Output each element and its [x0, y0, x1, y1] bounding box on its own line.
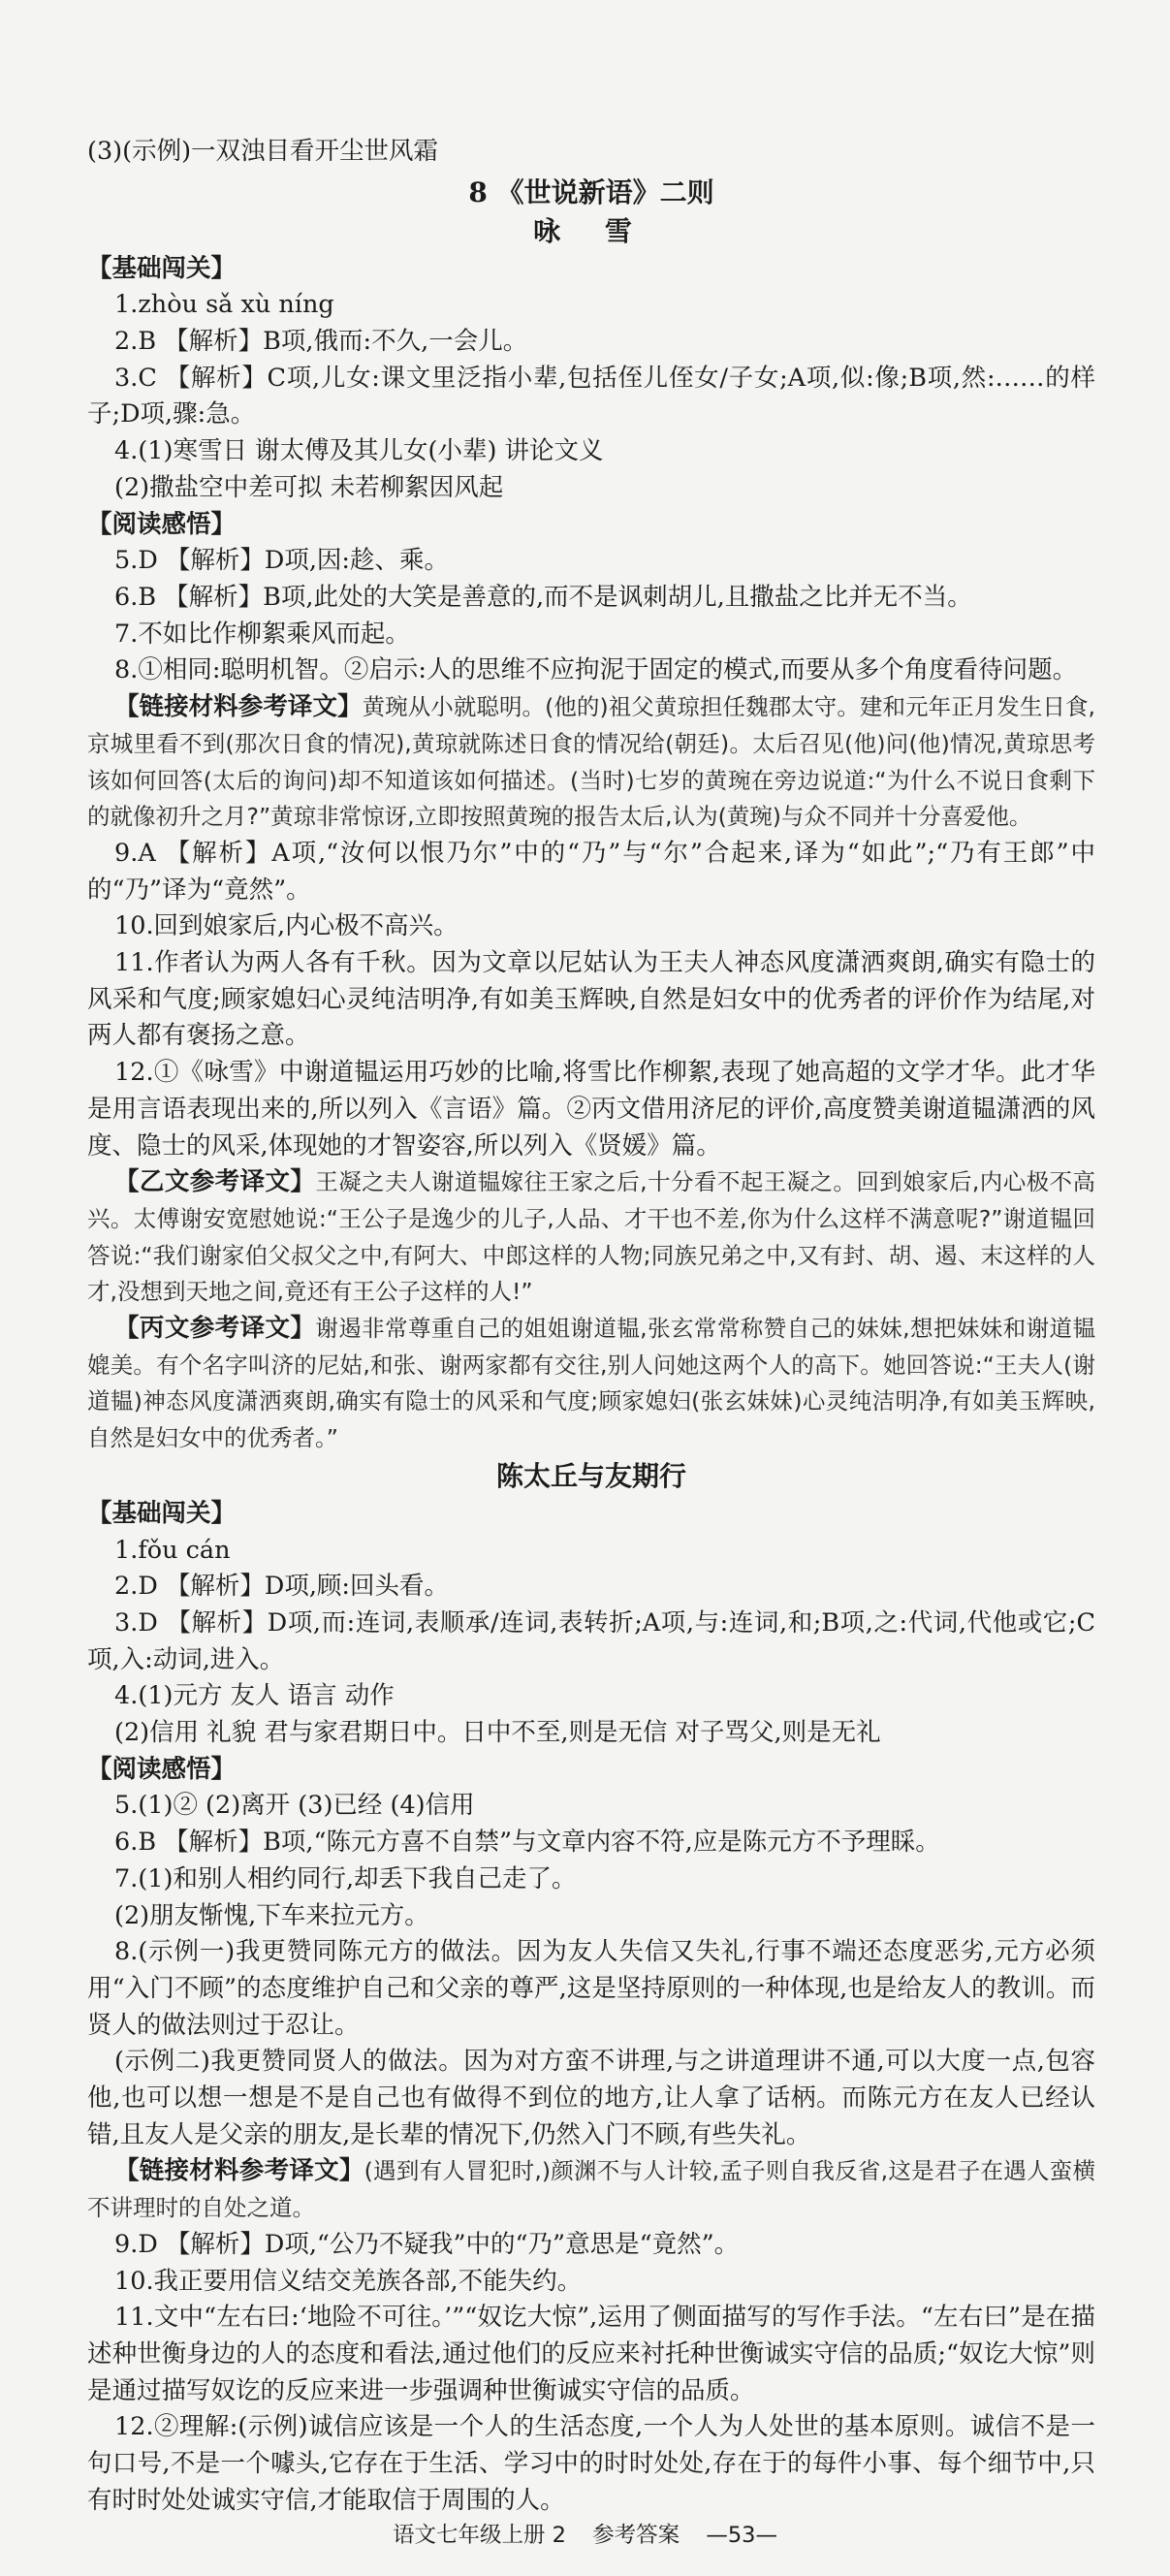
answer-item: (2)信用 礼貌 君与家君期日中。日中不至,则是无信 对子骂父,则是无礼 — [114, 1718, 881, 1748]
page-number: —53— — [706, 2523, 777, 2548]
answer-page — [87, 134, 1095, 2520]
top-item: (3)(示例)一双浊目看开尘世风霜 — [87, 137, 439, 166]
link-translation — [87, 689, 1095, 836]
answer-item: 7.(1)和别人相约同行,却丢下我自己走了。 — [114, 1863, 577, 1893]
link-text: 黄琬从小就聪明。(他的)祖父黄琼担任魏郡太守。建和元年正月发生日食,京城里看不到(那次日食的情况),黄琼就陈述日食的情况给(朝廷)。太后召见(他)问(他)情况,黄琼思考该如何回答(太后的询问)却不知道该如何描述。(当时)七岁的黄琬在旁边说道:“为什么不说日食剩下的就像初升之月?”黄琼非常惊讶,立即按照黄琬的报告太后,认为(黄琬)与众不同并十分喜爱他。 — [87, 693, 1095, 831]
bing-label: 【丙文参考译文】 — [114, 1314, 316, 1344]
link-translation — [87, 2153, 1095, 2226]
read-heading: 【阅读感悟】 — [87, 1754, 237, 1784]
link-text: (遇到有人冒犯时,)颜渊不与人计较,孟子则自我反省,这是君子在遇人蛮横不讲理时的自处之道。 — [87, 2157, 1095, 2222]
answer-item: 6.B 【解析】B项,此处的大笑是善意的,而不是讽刺胡儿,且撒盐之比并无不当。 — [114, 582, 972, 612]
answer-item: 2.D 【解析】D项,顾:回头看。 — [114, 1572, 450, 1602]
answer-item: 8.①相同:聪明机智。②启示:人的思维不应拘泥于固定的模式,而要从多个角度看待问题。 — [114, 655, 1078, 685]
answer-item: 6.B 【解析】B项,“陈元方喜不自禁”与文章内容不符,应是陈元方不予理睬。 — [114, 1828, 940, 1858]
answer-item: 3.C 【解析】C项,儿女:课文里泛指小辈,包括侄儿侄女/子女;A项,似:像;B项,然:……的样子;D项,骤:急。 — [87, 363, 1095, 429]
basic-heading: 【基础闯关】 — [87, 253, 237, 283]
basic-heading: 【基础闯关】 — [87, 1498, 237, 1528]
section-title: 8 《世说新语》二则 — [468, 175, 714, 208]
read-heading: 【阅读感悟】 — [87, 509, 237, 539]
yi-text: 王凝之夫人谢道韫嫁往王家之后,十分看不起王凝之。回到娘家后,内心极不高兴。太傅谢安宽慰她说:“王公子是逸少的儿子,人品、才干也不差,你为什么这样不满意呢?”谢道韫回答说:“我们谢家伯父叔父之中,有阿大、中郎这样的人物;同族兄弟之中,又有封、胡、遏、末这样的人才,没想到天地之间,竟还有王公子这样的人!” — [87, 1168, 1095, 1306]
answer-item: (2)撒盐空中差可拟 未若柳絮因风起 — [114, 472, 504, 502]
answer-item: 7.不如比作柳絮乘风而起。 — [114, 619, 410, 649]
footer-label: 参考答案 — [592, 2523, 680, 2548]
answer-item: (示例二)我更赞同贤人的做法。因为对方蛮不讲理,与之讲道理讲不通,可以大度一点,包容他,也可以想一想是不是自己也有做得不到位的地方,让人拿了话柄。而陈元方在友人已经认错,且友人是父亲的朋友,是长辈的情况下,仍然入门不顾,有些失礼。 — [87, 2047, 1095, 2149]
answer-item: 5.(1)② (2)离开 (3)已经 (4)信用 — [114, 1791, 475, 1821]
answer-item: 12.②理解:(示例)诚信应该是一个人的生活态度,一个人为人处世的基本原则。诚信不是一句口号,不是一个噱头,它存在于生活、学习中的时时处处,存在于的每件小事、每个细节中,只有时时处处诚实守信,才能取信于周围的人。 — [87, 2412, 1095, 2515]
footer-book: 语文七年级上册 2 — [393, 2523, 566, 2548]
yi-label: 【乙文参考译文】 — [114, 1167, 316, 1197]
answer-item: 10.我正要用信义结交羌族各部,不能失约。 — [114, 2266, 583, 2296]
link-label: 【链接材料参考译文】 — [114, 2156, 364, 2186]
bing-text: 谢遏非常尊重自己的姐姐谢道韫,张玄常常称赞自己的妹妹,想把妹妹和谢道韫媲美。有个名字叫济的尼姑,和张、谢两家都有交往,别人问她这两个人的高下。她回答说:“王夫人(谢道韫)神态风度潇洒爽朗,确实有隐士的风采和气度;顾家媳妇(张玄妹妹)心灵纯洁明净,有如美玉辉映,自然是妇女中的优秀者。” — [87, 1315, 1095, 1452]
link-label: 【链接材料参考译文】 — [114, 692, 363, 722]
answer-item: 10.回到娘家后,内心极不高兴。 — [114, 911, 459, 941]
page-footer — [0, 2518, 1170, 2549]
section-subtitle: 咏 雪 — [533, 214, 649, 247]
answer-item: 3.D 【解析】D项,而:连词,表顺承/连词,表转折;A项,与:连词,和;B项,之:代词,代他或它;C项,入:动词,进入。 — [87, 1607, 1095, 1674]
answer-item: 9.D 【解析】D项,“公乃不疑我”中的“乃”意思是“竟然”。 — [114, 2229, 740, 2259]
answer-item: 12.①《咏雪》中谢道韫运用巧妙的比喻,将雪比作柳絮,表现了她高超的文学才华。此才华是用言语表现出来的,所以列入《言语》篇。②丙文借用济尼的评价,高度赞美谢道韫潇洒的风度、隐士的风采,体现她的才智姿容,所以列入《贤媛》篇。 — [87, 1058, 1095, 1161]
answer-item: 2.B 【解析】B项,俄而:不久,一会儿。 — [114, 327, 528, 357]
bing-translation — [87, 1311, 1095, 1457]
answer-item: 9.A 【解析】A项,“汝何以恨乃尔”中的“乃”与“尔”合起来,译为“如此”;“乃有王郎”中的“乃”译为“竟然”。 — [87, 838, 1095, 905]
answer-item: 1.fǒu cán — [114, 1535, 231, 1565]
answer-item: 11.文中“左右曰:‘地险不可往。’”“奴讫大惊”,运用了侧面描写的写作手法。“左右曰”是在描述种世衡身边的人的态度和看法,通过他们的反应来衬托种世衡诚实守信的品质;“奴讫大惊”则是通过描写奴讫的反应来进一步强调种世衡诚实守信的品质。 — [87, 2303, 1095, 2405]
answer-item: 1.zhòu sǎ xù níng — [114, 290, 334, 320]
answer-item: 4.(1)元方 友人 语言 动作 — [114, 1681, 395, 1711]
section-subtitle-chen: 陈太丘与友期行 — [495, 1459, 686, 1492]
yi-translation — [87, 1164, 1095, 1311]
answer-item: (2)朋友惭愧,下车来拉元方。 — [114, 1900, 429, 1930]
answer-item: 4.(1)寒雪日 谢太傅及其儿女(小辈) 讲论文义 — [114, 436, 604, 466]
answer-item: 11.作者认为两人各有千秋。因为文章以尼姑认为王夫人神态风度潇洒爽朗,确实有隐士的风采和气度;顾家媳妇心灵纯洁明净,有如美玉辉映,自然是妇女中的优秀者的评价作为结尾,对两人都有褒扬之意。 — [87, 948, 1095, 1051]
answer-item: 5.D 【解析】D项,因:趁、乘。 — [114, 546, 450, 576]
answer-item: 8.(示例一)我更赞同陈元方的做法。因为友人失信又失礼,行事不端还态度恶劣,元方必须用“入门不顾”的态度维护自己和父亲的尊严,这是坚持原则的一种体现,也是给友人的教训。而贤人的做法则过于忍让。 — [87, 1937, 1095, 2040]
